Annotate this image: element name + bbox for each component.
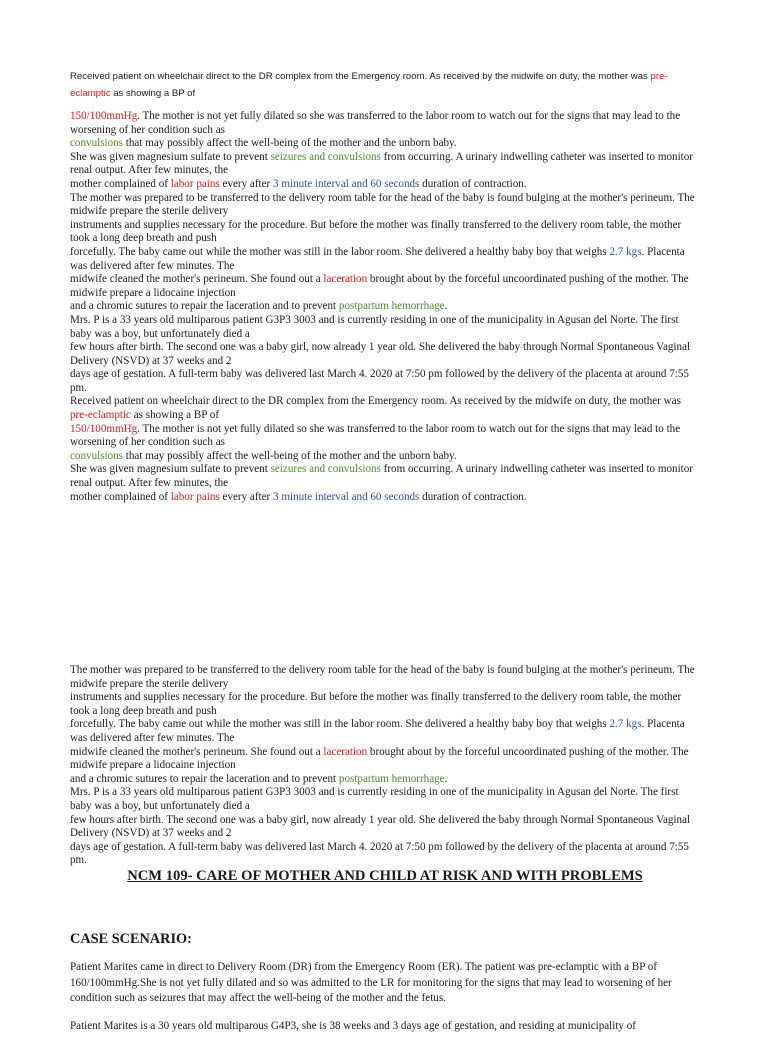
intro-paragraph — [70, 68, 700, 102]
paragraph-sutures — [70, 300, 700, 314]
text: . — [444, 772, 448, 785]
highlight-convulsions: convulsions — [70, 449, 124, 462]
text: Received patient on wheelchair direct to the DR complex from the Emergency room. As received by the midwife on duty, the mother was — [70, 395, 681, 408]
paragraph-received — [70, 395, 700, 422]
text: . — [444, 300, 448, 313]
highlight-hemorrhage: postpartum hemorrhage — [338, 772, 445, 785]
highlight-weight: 2.7 kgs — [609, 245, 642, 258]
case-scenario-title: CASE SCENARIO: — [70, 931, 192, 947]
text: from occurring. A urinary indwelling catheter was inserted to monitor renal output. After few minutes, the — [70, 150, 693, 177]
highlight-bp: 150/100mmHg — [70, 110, 138, 122]
intro-text: Received patient on wheelchair direct to the DR complex from the Emergency room. As received by the midwife on duty, the mother was — [70, 71, 651, 82]
paragraph-gestation: days age of gestation. A full-term baby was delivered last March 4. 2020 at 7:50 pm followed by the delivery of the placenta at around 7:55 pm. — [70, 840, 689, 867]
paragraph-magnesium-2 — [70, 463, 700, 490]
text: forcefully. The baby came out while the mother was still in the labor room. She delivered a healthy baby boy that weighs — [70, 245, 610, 258]
paragraph-delivery — [70, 246, 700, 273]
text: forcefully. The baby came out while the mother was still in the labor room. She delivered a healthy baby boy that weighs — [70, 718, 610, 731]
text: that may possibly affect the well-being of the mother and the unborn baby. — [123, 137, 457, 150]
highlight-interval: 3 minute interval and 60 seconds — [273, 177, 420, 190]
text: She was given magnesium sulfate to prevent — [70, 150, 271, 163]
narrative-block-a — [70, 110, 700, 504]
text: every after — [219, 490, 274, 503]
paragraph-bp — [70, 110, 700, 137]
text: and a chromic sutures to repair the laceration and to prevent — [70, 300, 339, 313]
highlight-pre-eclamptic: pre-eclamptic — [70, 71, 668, 99]
text: as showing a BP of — [130, 409, 220, 422]
text: brought about by the forceful uncoordinated pushing of the mother. The midwife prepare a lidocaine injection — [70, 745, 689, 772]
highlight-pre-eclamptic: pre-eclamptic — [70, 409, 131, 422]
case-paragraph-1: Patient Marites came in direct to Delivery Room (DR) from the Emergency Room (ER). The patient was pre-eclamptic with a BP of 160/100mmHg.She is not yet fully dilated and so was admitted to the LR for monitoring for the signs that may lead to worsening of her condition such as seizures that may affect the well-being of the mother and the fetus. — [70, 961, 672, 1004]
highlight-laceration: laceration — [323, 745, 368, 758]
paragraph-sutures — [70, 773, 700, 787]
text: midwife cleaned the mother's perineum. She found out a — [70, 273, 324, 286]
text: She was given magnesium sulfate to prevent — [70, 463, 271, 476]
highlight-seizures: seizures and convulsions — [270, 150, 381, 163]
paragraph-gestation: days age of gestation. A full-term baby was delivered last March 4. 2020 at 7:50 pm followed by the delivery of the placenta at around 7:55 pm. — [70, 368, 689, 394]
highlight-labor-pains: labor pains — [170, 490, 220, 503]
document-heading: NCM 109- CARE OF MOTHER AND CHILD AT RISK AND WITH PROBLEMS — [127, 868, 643, 884]
text: duration of contraction. — [419, 490, 527, 503]
paragraph-labor-pains — [70, 178, 700, 192]
text: every after — [219, 177, 274, 190]
highlight-interval: 3 minute interval and 60 seconds — [273, 490, 420, 503]
highlight-bp: 150/100mmHg — [70, 422, 138, 435]
paragraph-delivery — [70, 718, 700, 745]
paragraph-instruments: instruments and supplies necessary for the procedure. But before the mother was finally transferred to the delivery room table, the mother took a long deep breath and push — [70, 218, 682, 245]
paragraph-mrs-p: Mrs. P is a 33 years old multiparous patient G3P3 3003 and is currently residing in one of the municipality in Agusan del Norte. The first baby was a boy, but unfortunately died a — [70, 786, 679, 812]
paragraph-second-baby: few hours after birth. The second one was a baby girl, now already 1 year old. She delivered the baby through Normal Spontaneous Vaginal Delivery (NSVD) at 37 weeks and 2 — [70, 341, 691, 367]
case-scenario-body — [70, 960, 700, 1046]
paragraph-instruments: instruments and supplies necessary for the procedure. But before the mother was finally transferred to the delivery room table, the mother took a long deep breath and push — [70, 691, 682, 717]
case-paragraph-2: Patient Marites is a 30 years old multiparous G4P3, she is 38 weeks and 3 days age of gestation, and residing at municipality of — [70, 1019, 636, 1032]
text: brought about by the forceful uncoordinated pushing of the mother. The midwife prepare a lidocaine injection — [70, 273, 689, 299]
paragraph-mrs-p: Mrs. P is a 33 years old multiparous patient G3P3 3003 and is currently residing in one of the municipality in Agusan del Norte. The first baby was a boy, but unfortunately died a — [70, 313, 679, 340]
paragraph-magnesium — [70, 151, 700, 178]
text: . The mother is not yet fully dilated so she was transferred to the labor room to watch out for the signs that may lead to the worsening of her condition such as — [70, 110, 681, 136]
highlight-hemorrhage: postpartum hemorrhage — [338, 300, 445, 313]
text: duration of contraction. — [419, 177, 527, 190]
text: . The mother is not yet fully dilated so she was transferred to the labor room to watch out for the signs that may lead to the worsening of her condition such as — [70, 422, 681, 449]
paragraph-laceration — [70, 746, 700, 773]
text: . Placenta was delivered after few minutes. The — [70, 718, 685, 744]
highlight-convulsions: convulsions — [70, 137, 124, 150]
text: midwife cleaned the mother's perineum. She found out a — [70, 745, 324, 758]
highlight-labor-pains: labor pains — [170, 177, 220, 190]
text: mother complained of — [70, 490, 171, 503]
text: from occurring. A urinary indwelling catheter was inserted to monitor renal output. After few minutes, the — [70, 463, 693, 490]
text: mother complained of — [70, 177, 171, 190]
highlight-laceration: laceration — [323, 273, 368, 286]
paragraph-prepared: The mother was prepared to be transferred to the delivery room table for the head of the baby is found bulging at the mother's perineum. The midwife prepare the sterile delivery — [70, 191, 695, 218]
intro-text-end: as showing a BP of — [110, 88, 196, 99]
paragraph-convulsions — [70, 137, 700, 151]
narrative-block-b — [70, 664, 700, 868]
paragraph-prepared: The mother was prepared to be transferred to the delivery room table for the head of the baby is found bulging at the mother's perineum. The midwife prepare the sterile delivery — [70, 664, 695, 690]
paragraph-bp-2 — [70, 423, 700, 450]
text: that may possibly affect the well-being of the mother and the unborn baby. — [123, 449, 457, 462]
paragraph-labor-pains-2 — [70, 491, 700, 505]
text: and a chromic sutures to repair the laceration and to prevent — [70, 772, 339, 785]
paragraph-convulsions-2 — [70, 450, 700, 464]
text: . Placenta was delivered after few minutes. The — [70, 245, 685, 272]
paragraph-laceration — [70, 273, 700, 300]
highlight-seizures: seizures and convulsions — [270, 463, 381, 476]
highlight-weight: 2.7 kgs — [609, 718, 642, 731]
paragraph-second-baby: few hours after birth. The second one was a baby girl, now already 1 year old. She delivered the baby through Normal Spontaneous Vaginal Delivery (NSVD) at 37 weeks and 2 — [70, 813, 691, 840]
